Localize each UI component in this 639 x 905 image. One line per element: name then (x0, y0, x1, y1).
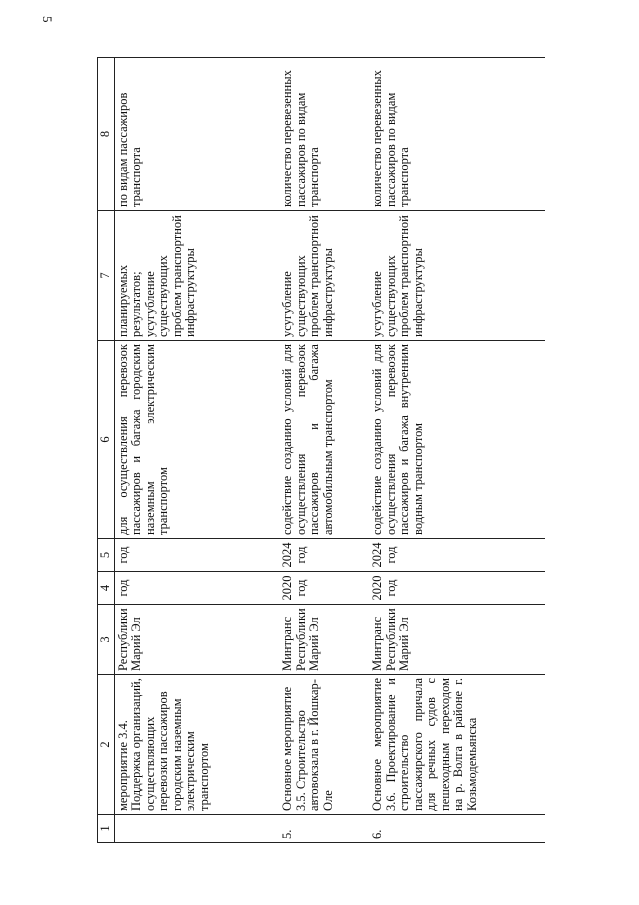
measure-name-cell: мероприятие 3.4. Поддержка организаций, осуществляющих перевозки пассажиров городским наземным электрическим транспортом (114, 675, 279, 815)
consequences-cell: планируемых результатов; усугубление существующих проблем транспортной инфраструктуры (114, 211, 279, 341)
header-cell: 8 (98, 58, 115, 211)
row-number-cell (114, 815, 279, 843)
executor-cell: Минтранс Республики Марий Эл (279, 605, 369, 675)
executor-cell: Минтранс Республики Марий Эл (369, 605, 545, 675)
header-cell: 5 (98, 539, 115, 572)
header-cell: 4 (98, 572, 115, 605)
measure-name-cell: Основное мероприятие 3.6. Проектирование и строительство пассажирского причала для речных судов с пешеходным переходом на р. Волга в районе г. Козьмодемьянска (369, 675, 545, 815)
measures-table (97, 57, 545, 843)
start-year-cell: 2020 год (279, 572, 369, 605)
indicator-cell: количество перевезенных пассажиров по видам транспорта (369, 58, 545, 211)
indicator-cell: количество перевезенных пассажиров по видам транспорта (279, 58, 369, 211)
header-cell: 6 (98, 341, 115, 539)
header-cell: 1 (98, 815, 115, 843)
table-row (279, 58, 369, 843)
end-year-cell: год (114, 539, 279, 572)
indicator-cell: по видам пассажиров транспорта (114, 58, 279, 211)
consequences-cell: усугубление существующих проблем транспортной инфраструктуры (369, 211, 545, 341)
end-year-cell: 2024 год (369, 539, 545, 572)
expected-result-cell: содействие созданию условий для осуществления перевозок пассажиров и багажа внутренним водным транспортом (369, 341, 545, 539)
header-cell: 3 (98, 605, 115, 675)
expected-result-cell: содействие созданию условий для осуществления перевозок пассажиров и багажа автомобильным транспортом (279, 341, 369, 539)
table-row (114, 58, 279, 843)
header-cell: 2 (98, 675, 115, 815)
expected-result-cell: для осуществления перевозок пассажиров и багажа городским наземным электрическим транспортом (114, 341, 279, 539)
row-number-cell: 5. (279, 815, 369, 843)
measure-name-cell: Основное мероприятие 3.5. Строительство автовокзала в г. Йошкар-Оле (279, 675, 369, 815)
header-cell: 7 (98, 211, 115, 341)
row-number-cell: 6. (369, 815, 545, 843)
consequences-cell: усугубление существующих проблем транспортной инфраструктуры (279, 211, 369, 341)
page-number: 5 (40, 16, 55, 23)
table-row (369, 58, 545, 843)
start-year-cell: год (114, 572, 279, 605)
start-year-cell: 2020 год (369, 572, 545, 605)
end-year-cell: 2024 год (279, 539, 369, 572)
table-header (98, 58, 115, 843)
executor-cell: Республики Марий Эл (114, 605, 279, 675)
